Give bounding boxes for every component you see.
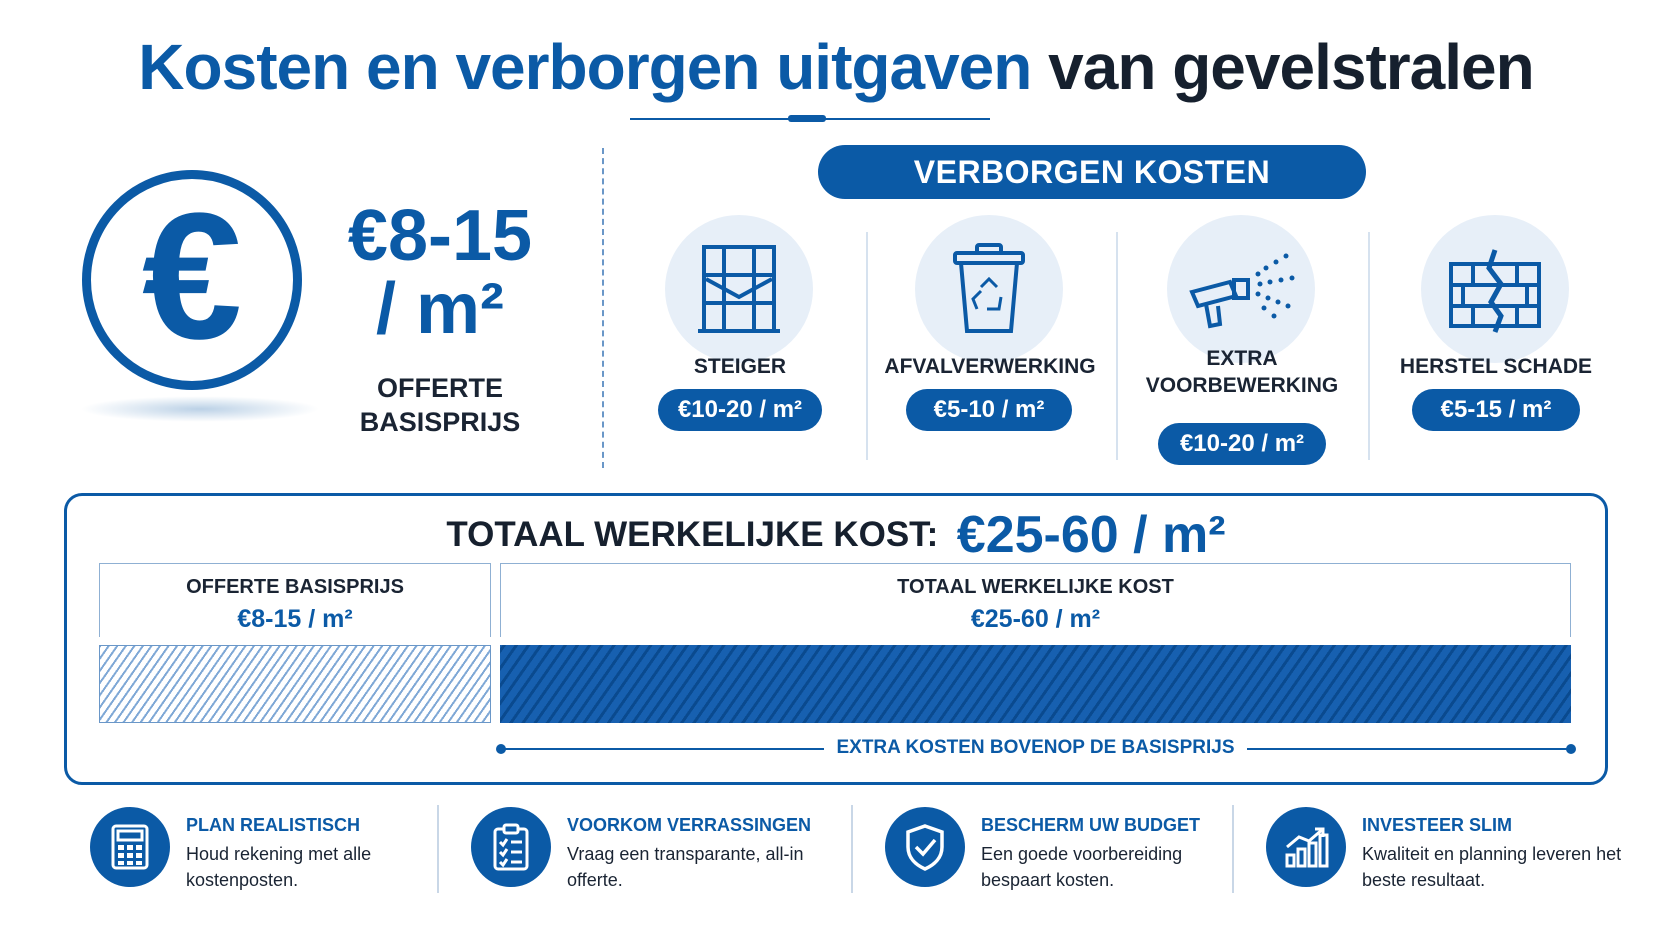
cost-label-line-1: EXTRA: [1206, 347, 1278, 370]
clipboard-icon: [471, 807, 551, 887]
cost-price-extra-voorbewerking: €10-20 / m²: [1158, 423, 1326, 465]
base-label-line-1: OFFERTE: [377, 373, 503, 403]
tip-text: Kwaliteit en planning leveren het beste resultaat.: [1362, 844, 1622, 891]
calculator-icon: [90, 807, 170, 887]
title-part-2: van gevelstralen: [1048, 31, 1534, 103]
base-price-value: €8-15: [347, 196, 533, 276]
column-separator: [1368, 232, 1370, 460]
page-title: [0, 30, 1672, 104]
total-cost-heading: [0, 505, 1672, 565]
cost-label-line-2: VOORBEWERKING: [1145, 374, 1339, 398]
cost-label-steiger: STEIGER: [693, 355, 787, 378]
cost-price-steiger: €10-20 / m²: [658, 389, 822, 431]
title-part-1: Kosten en verborgen uitgaven: [138, 31, 1032, 103]
base-price-bar: [99, 645, 491, 723]
euro-icon-shadow: [80, 396, 320, 422]
extra-costs-label: EXTRA KOSTEN BOVENOP DE BASISPRIJS: [824, 737, 1246, 758]
tip-separator: [437, 805, 439, 893]
tip-investeer-slim: [1266, 805, 1626, 895]
hidden-costs-heading: VERBORGEN KOSTEN: [818, 145, 1366, 199]
tip-plan-realistisch: [90, 805, 420, 895]
section-divider: [602, 148, 604, 468]
base-price-unit: / m²: [375, 269, 504, 350]
tip-separator: [851, 805, 853, 893]
euro-icon: €: [82, 170, 302, 390]
tip-text: Vraag een transparante, all-in offerte.: [567, 844, 804, 891]
cost-label-herstel-schade: HERSTEL SCHADE: [1399, 355, 1593, 378]
tip-bescherm-uw-budget: [885, 805, 1215, 895]
cost-price-afvalverwerking: €5-10 / m²: [906, 389, 1072, 431]
cracked-wall-icon: [1421, 215, 1569, 363]
total-cost-value: €25-60 / m²: [956, 506, 1226, 564]
growth-chart-icon: [1266, 807, 1346, 887]
scaffold-icon: [665, 215, 813, 363]
tip-title: BESCHERM UW BUDGET: [981, 815, 1200, 835]
tip-title: PLAN REALISTISCH: [186, 815, 361, 835]
bar-header-base: [99, 563, 491, 637]
tip-title: INVESTEER SLIM: [1362, 815, 1513, 835]
total-cost-label: TOTAAL WERKELIJKE KOST:: [446, 515, 939, 554]
total-cost-bar: [500, 645, 1571, 723]
cost-label-extra-voorbewerking: [1122, 345, 1362, 400]
shield-check-icon: [885, 807, 965, 887]
title-underline-accent: [788, 115, 826, 122]
base-label-line-2: BASISPRIJS: [359, 406, 521, 437]
spray-gun-icon: [1167, 215, 1315, 363]
tip-text: Houd rekening met alle kostenposten.: [186, 844, 372, 891]
bar-header-total-value: €25-60 / m²: [970, 605, 1101, 633]
tip-text: Een goede voorbereiding bespaart kosten.: [981, 844, 1183, 891]
base-price-label: [320, 372, 560, 440]
recycle-bin-icon: [915, 215, 1063, 363]
base-price: [320, 196, 560, 350]
bar-header-total-title: TOTAAL WERKELIJKE KOST: [897, 576, 1174, 598]
extra-costs-label-wrap: [500, 737, 1571, 759]
tip-separator: [1232, 805, 1234, 893]
bar-header-base-title: OFFERTE BASISPRIJS: [186, 576, 404, 598]
column-separator: [866, 232, 868, 460]
column-separator: [1116, 232, 1118, 460]
cost-label-afvalverwerking: AFVALVERWERKING: [884, 355, 1096, 378]
cost-price-herstel-schade: €5-15 / m²: [1412, 389, 1580, 431]
bar-header-total: [500, 563, 1571, 637]
tip-title: VOORKOM VERRASSINGEN: [567, 815, 812, 835]
tip-voorkom-verrassingen: [471, 805, 831, 895]
bar-header-base-value: €8-15 / m²: [237, 605, 353, 633]
